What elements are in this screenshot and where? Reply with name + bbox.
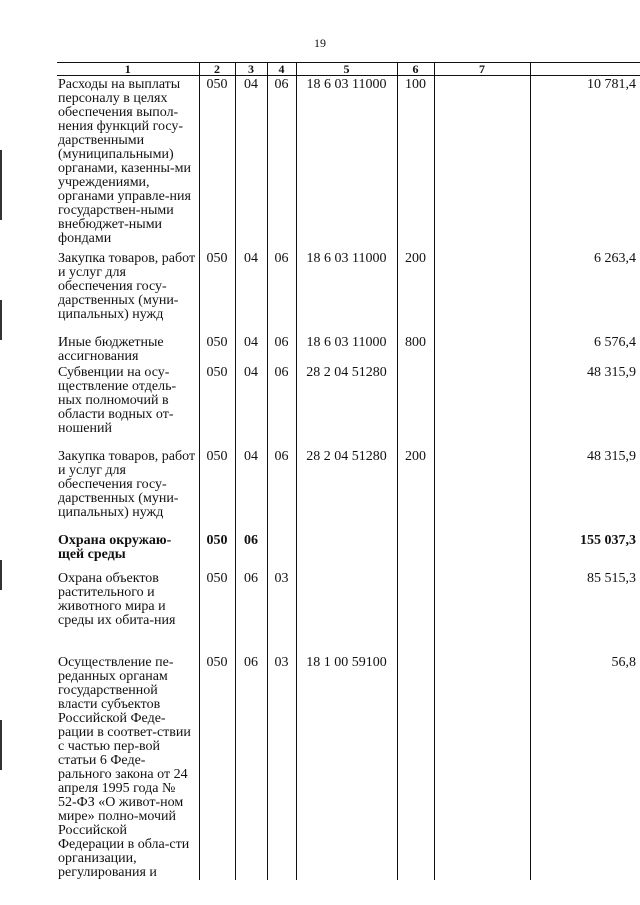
row-pr: 06	[267, 448, 296, 532]
row-ved: 050	[199, 532, 235, 570]
row-name: Закупка товаров, работ и услуг для обеспечения госу-дарственных (муни-ципальных) нужд	[58, 448, 196, 520]
row-vr	[397, 654, 434, 880]
row-name: Расходы на выплаты персоналу в целях обеспечения выпол-нения функций госу-дарственными (муниципальными) органами, казенны-ми учреждениями, органами управле-ния государствен-ными внебюджет-ными фондами	[58, 77, 191, 246]
row-ved: 050	[199, 570, 235, 654]
row-name: Охрана окружаю-щей среды	[58, 532, 172, 562]
row-pr: 06	[267, 364, 296, 448]
row-name: Иные бюджетные ассигнования	[58, 334, 164, 364]
row-rz: 04	[235, 250, 267, 334]
row-csr: 18 6 03 11000	[296, 76, 397, 250]
row-vr	[397, 532, 434, 570]
margin-mark	[0, 720, 2, 770]
table-row	[57, 654, 640, 880]
row-sum: 56,8	[530, 654, 640, 880]
header-cell-1: 1	[57, 63, 199, 76]
row-pr: 06	[267, 76, 296, 250]
row-pr: 03	[267, 654, 296, 880]
row-sum: 6 576,4	[530, 334, 640, 364]
table-row	[57, 250, 640, 334]
row-pr: 06	[267, 334, 296, 364]
row-ved: 050	[199, 334, 235, 364]
header-cell-3: 3	[235, 63, 267, 76]
row-col7	[434, 532, 530, 570]
row-rz: 04	[235, 334, 267, 364]
row-vr: 200	[397, 250, 434, 334]
row-sum: 48 315,9	[530, 364, 640, 448]
row-col7	[434, 364, 530, 448]
header-cell-7: 7	[434, 63, 530, 76]
row-rz: 06	[235, 570, 267, 654]
row-name: Охрана объектов растительного и животного мира и среды их обита-ния	[58, 570, 176, 628]
row-csr: 28 2 04 51280	[296, 448, 397, 532]
row-name: Субвенции на осу-ществление отдель-ных полномочий в области водных от-ношений	[58, 364, 177, 436]
row-vr: 800	[397, 334, 434, 364]
margin-mark	[0, 300, 2, 340]
row-col7	[434, 448, 530, 532]
row-vr	[397, 364, 434, 448]
row-vr	[397, 570, 434, 654]
row-rz: 04	[235, 448, 267, 532]
row-vr: 200	[397, 448, 434, 532]
table-row	[57, 364, 640, 448]
row-sum: 10 781,4	[530, 76, 640, 250]
row-col7	[434, 570, 530, 654]
row-vr: 100	[397, 76, 434, 250]
row-sum: 6 263,4	[530, 250, 640, 334]
header-cell-6: 6	[397, 63, 434, 76]
row-ved: 050	[199, 448, 235, 532]
table-row	[57, 532, 640, 570]
row-col7	[434, 334, 530, 364]
row-ved: 050	[199, 250, 235, 334]
margin-mark	[0, 150, 2, 220]
header-cell-5: 5	[296, 63, 397, 76]
row-csr: 18 1 00 59100	[296, 654, 397, 880]
row-sum: 155 037,3	[530, 532, 640, 570]
margin-mark	[0, 560, 2, 590]
row-sum: 48 315,9	[530, 448, 640, 532]
row-csr	[296, 532, 397, 570]
row-col7	[434, 654, 530, 880]
row-name: Осуществление пе-реданных органам государственной власти субъектов Российской Феде-рации в соответ-ствии с частью пер-вой статьи 6 Феде-рального закона от 24 апреля 1995 года № 52-ФЗ «О живот-ном мире» полно-мочий Российской Федерации в обла-сти организации, регулирования и	[58, 654, 191, 880]
header-cell-4: 4	[267, 63, 296, 76]
table-row	[57, 334, 640, 364]
row-col7	[434, 250, 530, 334]
row-rz: 04	[235, 364, 267, 448]
row-ved: 050	[199, 364, 235, 448]
header-row	[57, 63, 640, 76]
row-pr: 03	[267, 570, 296, 654]
table-row	[57, 448, 640, 532]
header-cell-8	[530, 63, 640, 76]
row-csr: 18 6 03 11000	[296, 250, 397, 334]
row-ved: 050	[199, 654, 235, 880]
row-csr: 28 2 04 51280	[296, 364, 397, 448]
row-pr	[267, 532, 296, 570]
row-rz: 06	[235, 654, 267, 880]
row-csr	[296, 570, 397, 654]
budget-table	[57, 62, 640, 880]
table-row	[57, 76, 640, 250]
row-col7	[434, 76, 530, 250]
page-number: 19	[314, 36, 326, 50]
table-row	[57, 570, 640, 654]
row-rz: 04	[235, 76, 267, 250]
row-pr: 06	[267, 250, 296, 334]
row-ved: 050	[199, 76, 235, 250]
row-sum: 85 515,3	[530, 570, 640, 654]
row-name: Закупка товаров, работ и услуг для обеспечения госу-дарственных (муни-ципальных) нужд	[58, 250, 196, 322]
header-cell-2: 2	[199, 63, 235, 76]
row-csr: 18 6 03 11000	[296, 334, 397, 364]
row-rz: 06	[235, 532, 267, 570]
